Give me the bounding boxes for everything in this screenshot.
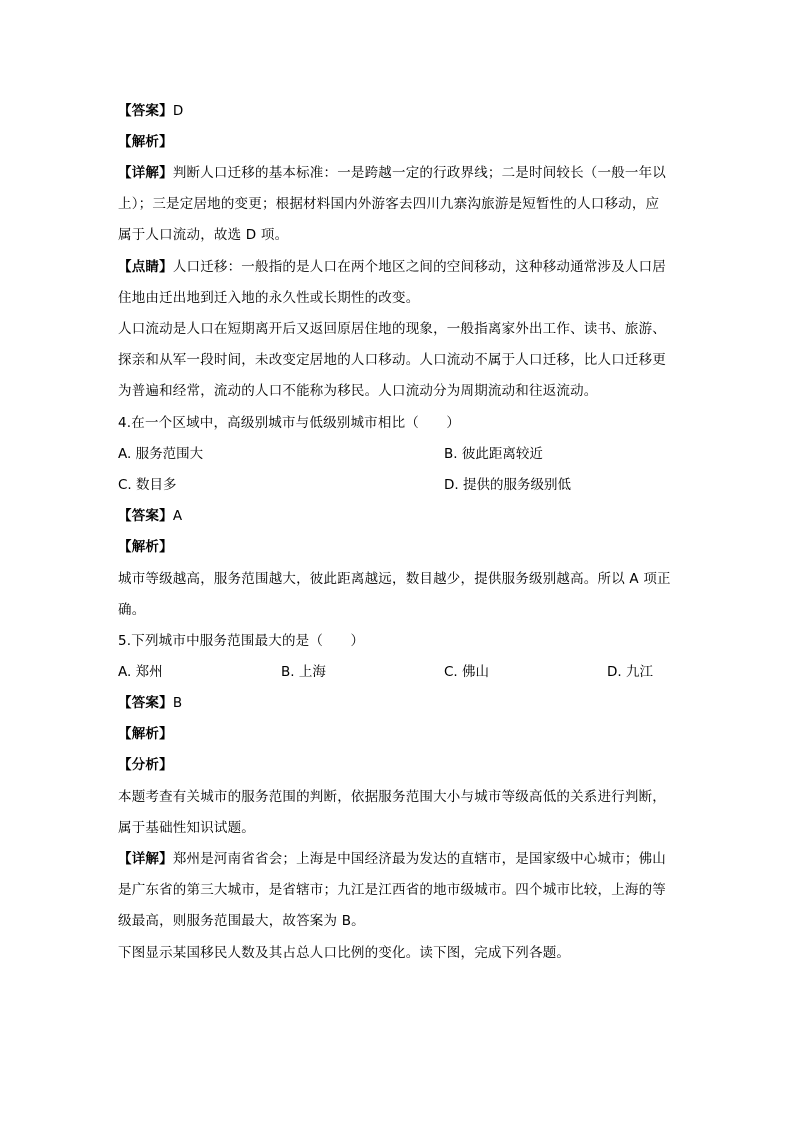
q3-point-line-5: 为普遍和经常，流动的人口不能称为移民。人口流动分为周期流动和往返流动。 xyxy=(118,383,598,399)
answer-tag: 【答案】 xyxy=(118,695,173,711)
q5-detail-line-1 xyxy=(118,849,678,869)
q4-analysis-line-1: 城市等级越高，服务范围越大，彼此距离越远，数目越少，提供服务级别越高。所以 A 项正 xyxy=(118,571,671,587)
answer-value: B xyxy=(172,695,183,711)
fenxi-tag: 【分析】 xyxy=(118,757,173,773)
q4-option-c: C. 数目多 xyxy=(118,477,177,493)
detail-tag: 【详解】 xyxy=(118,851,173,867)
point-text: 人口迁移：一般指的是人口在两个地区之间的空间移动，这种移动通常涉及人口居 xyxy=(172,259,667,275)
q5-fenxi-line-1: 本题考查有关城市的服务范围的判断，依据服务范围大小与城市等级高低的关系进行判断， xyxy=(118,789,666,805)
q5-detail-line-3: 级最高，则服务范围最大，故答案为 B。 xyxy=(118,913,365,929)
q3-detail-line-1 xyxy=(118,163,678,183)
answer-tag: 【答案】 xyxy=(118,103,173,119)
q5-option-d: D. 九江 xyxy=(607,664,653,680)
q4-stem: 4.在一个区域中，高级别城市与低级别城市相比（ ） xyxy=(118,415,461,431)
q5-stem: 5.下列城市中服务范围最大的是（ ） xyxy=(118,633,365,649)
q3-detail-line-3: 属于人口流动，故选 D 项。 xyxy=(118,227,289,243)
analysis-tag: 【解析】 xyxy=(118,134,173,150)
q3-point-line-1 xyxy=(118,257,678,277)
q4-analysis-line-2: 确。 xyxy=(118,602,146,618)
intro-line: 下图显示某国移民人数及其占总人口比例的变化。读下图，完成下列各题。 xyxy=(118,945,571,961)
detail-text: 郑州是河南省省会；上海是中国经济最为发达的直辖市，是国家级中心城市；佛山 xyxy=(172,851,667,867)
q5-answer-line xyxy=(118,693,678,713)
q4-option-b: B. 彼此距离较近 xyxy=(444,446,543,462)
answer-value: A xyxy=(172,508,183,524)
q3-answer-line xyxy=(118,101,678,121)
q5-detail-line-2: 是广东省的第三大城市，是省辖市；九江是江西省的地市级城市。四个城市比较，上海的等 xyxy=(118,882,666,898)
q3-point-line-4: 探亲和从军一段时间，未改变定居地的人口移动。人口流动不属于人口迁移，比人口迁移更 xyxy=(118,352,666,368)
detail-tag: 【详解】 xyxy=(118,165,173,181)
answer-value: D xyxy=(172,103,184,119)
detail-text: 判断人口迁移的基本标准：一是跨越一定的行政界线；二是时间较长（一般一年以 xyxy=(172,165,667,181)
q4-option-a: A. 服务范围大 xyxy=(118,446,204,462)
q5-option-b: B. 上海 xyxy=(281,664,326,680)
analysis-tag: 【解析】 xyxy=(118,539,173,555)
q3-point-line-2: 住地由迁出地到迁入地的永久性或长期性的改变。 xyxy=(118,290,420,306)
q4-answer-line xyxy=(118,506,678,526)
answer-tag: 【答案】 xyxy=(118,508,173,524)
q3-point-line-3: 人口流动是人口在短期离开后又返回原居住地的现象，一般指离家外出工作、读书、旅游、 xyxy=(118,321,666,337)
analysis-tag: 【解析】 xyxy=(118,726,173,742)
q4-option-d: D. 提供的服务级别低 xyxy=(444,477,571,493)
q3-detail-line-2: 上）；三是定居地的变更；根据材料国内外游客去四川九寨沟旅游是短暂性的人口移动，应 xyxy=(118,196,660,212)
q5-option-c: C. 佛山 xyxy=(444,664,490,680)
q5-option-a: A. 郑州 xyxy=(118,664,163,680)
q5-fenxi-line-2: 属于基础性知识试题。 xyxy=(118,820,255,836)
point-tag: 【点睛】 xyxy=(118,259,173,275)
